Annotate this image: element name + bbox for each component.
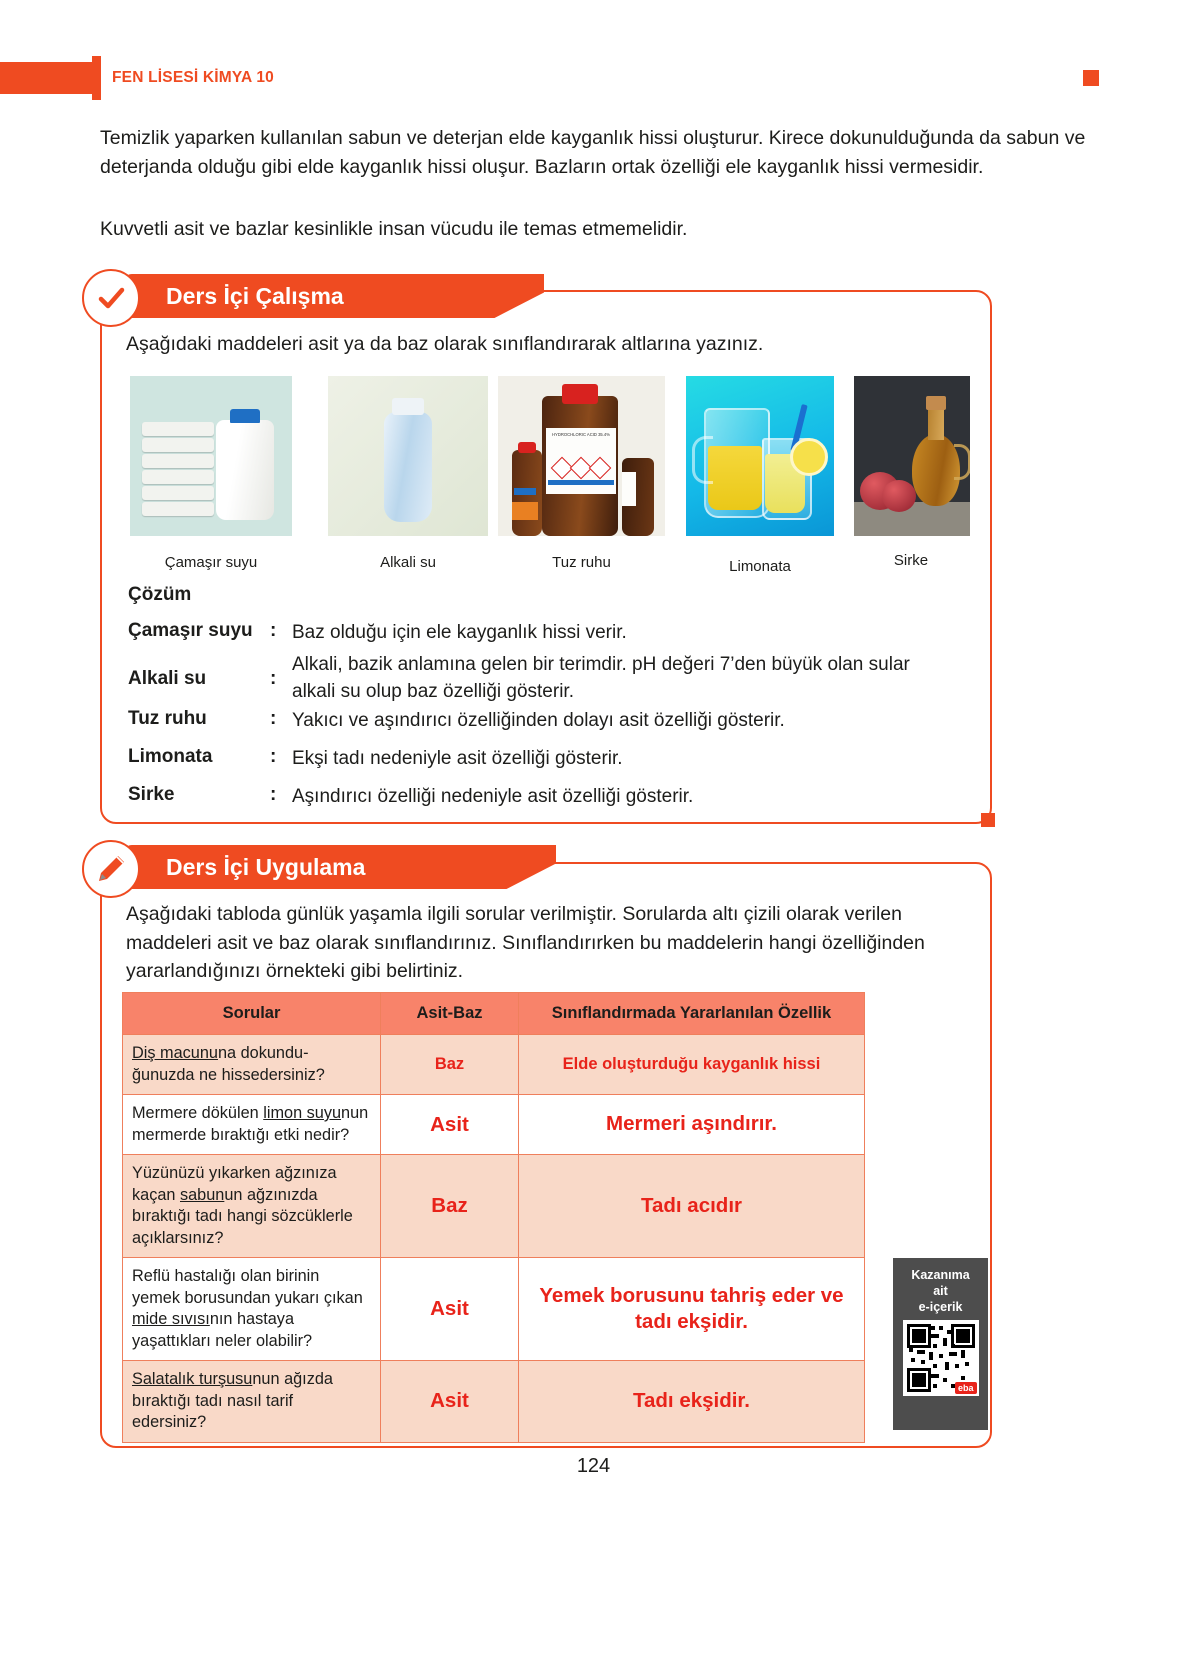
photo-caption: Çamaşır suyu <box>164 554 258 571</box>
table-row <box>123 1035 865 1095</box>
question-cell <box>123 1155 381 1258</box>
question-rest: nun ağızda bıraktığı tadı nasıl tarif edersiniz? <box>132 1370 333 1431</box>
question-cell <box>123 1035 381 1095</box>
column-header-ozellik: Sınıflandırmada Yararlanılan Özellik <box>519 993 865 1035</box>
table-row <box>123 1361 865 1443</box>
solution-row <box>128 652 958 706</box>
question-underlined-term: sabun <box>179 1185 225 1204</box>
answer-cell: Baz <box>381 1155 519 1258</box>
solution-text: Aşındırıcı özelliği nedeniyle asit özelliği gösterir. <box>292 786 694 807</box>
activity-banner-uygulama <box>124 845 446 889</box>
activity-title-calisma: Ders İçi Çalışma <box>166 282 344 309</box>
solution-colon: : <box>270 620 277 641</box>
activity-instruction-uygulama: Aşağıdaki tabloda günlük yaşamla ilgili sorular verilmiştir. Sorularda altı çizili olarak verilen maddeleri asit ve baz olarak sınıflandırınız. Sınıflandırırken bu maddelerin hangi özelliğinden yararlandığınızı örnekteki gibi belirtiniz. <box>126 903 925 983</box>
activity-instruction-calisma: Aşağıdaki maddeleri asit ya da baz olarak sınıflandırarak altlarına yazınız. <box>126 333 764 355</box>
question-cell <box>123 1095 381 1155</box>
solution-row <box>128 746 958 773</box>
question-rest: nın hastaya yaşattıkları neler olabilir? <box>132 1310 313 1350</box>
acid-bottle-label: HYDROCHLORIC ACID 35.4% <box>552 432 610 437</box>
property-cell: Elde oluşturduğu kayganlık hissi <box>519 1035 865 1095</box>
solution-term: Tuz ruhu <box>128 708 207 729</box>
solution-term: Limonata <box>128 746 213 767</box>
qr-caption-line3: e-içerik <box>918 1300 963 1314</box>
solution-colon: : <box>270 746 277 767</box>
property-cell: Tadı acıdır <box>519 1155 865 1258</box>
header-accent-bar <box>0 62 92 94</box>
intro-paragraph-1: Temizlik yaparken kullanılan sabun ve deterjan elde kayganlık hissi oluşturur. Kirece dokunulduğunda da sabun ve deterjanda olduğu gibi elde kayganlık hissi oluşur. Bazların ortak özelliği ele kayganlık hissi vermesidir. <box>100 127 1086 178</box>
answer-cell: Baz <box>381 1035 519 1095</box>
qr-caption-line1: Kazanıma <box>911 1268 970 1282</box>
column-header-asit-baz: Asit-Baz <box>381 993 519 1035</box>
question-underlined-term: Diş macunu <box>132 1044 218 1062</box>
solution-text: Ekşi tadı nedeniyle asit özelliği gösterir. <box>292 748 623 769</box>
qr-caption-line2: ait <box>933 1284 948 1298</box>
page-header-title: FEN LİSESİ KİMYA 10 <box>112 69 275 86</box>
solution-colon: : <box>270 708 277 729</box>
question-cell <box>123 1258 381 1361</box>
solution-text: Alkali, bazik anlamına gelen bir terimdir. pH değeri 7’den büyük olan sular alkali su olup baz özelliği gösterir. <box>292 654 910 702</box>
solution-row <box>128 784 958 811</box>
answer-cell: Asit <box>381 1361 519 1443</box>
question-prefix: Reflü hastalığı olan birinin yemek borusundan yukarı çıkan <box>132 1267 363 1307</box>
activity-banner-calisma <box>124 274 434 318</box>
solution-term: Çamaşır suyu <box>128 620 253 641</box>
water-bottle-photo <box>328 376 488 536</box>
photo-caption: Sirke <box>893 552 929 569</box>
answer-cell: Asit <box>381 1258 519 1361</box>
question-underlined-term: Salatalık turşusu <box>132 1370 253 1388</box>
lemonade-pitcher-photo <box>686 376 834 536</box>
solution-text: Baz olduğu için ele kayganlık hissi verir. <box>292 622 627 643</box>
property-cell: Tadı ekşidir. <box>519 1361 865 1443</box>
vinegar-carafe-photo <box>854 376 970 536</box>
qr-code-icon[interactable] <box>903 1320 979 1396</box>
solution-term: Alkali su <box>128 667 207 689</box>
table-row <box>123 1155 865 1258</box>
solution-term: Sirke <box>128 784 175 805</box>
photo-caption: Limonata <box>729 558 791 575</box>
hydrochloric-acid-bottle-photo <box>498 376 665 536</box>
table-header-row <box>123 993 865 1035</box>
photo-caption: Tuz ruhu <box>552 554 611 571</box>
acid-base-question-table <box>122 992 865 1443</box>
question-prefix: Mermere dökülen <box>132 1104 264 1122</box>
question-underlined-term: mide sıvısı <box>132 1310 210 1328</box>
question-rest: un ağzınızda bıraktığı tadı hangi sözcüklerle açıklarsınız? <box>132 1185 353 1247</box>
question-cell <box>123 1361 381 1443</box>
solution-row <box>128 708 958 735</box>
activity-box-calisma-nub <box>981 813 995 827</box>
question-rest: na dokundu- ğunuzda ne hissedersiniz? <box>132 1044 325 1084</box>
property-cell: Yemek borusunu tahriş eder ve tadı ekşidir. <box>519 1258 865 1361</box>
solution-colon: : <box>270 784 277 805</box>
question-rest: nun mermerde bıraktığı etki nedir? <box>132 1104 369 1144</box>
answer-cell: Asit <box>381 1095 519 1155</box>
eba-logo: eba <box>955 1382 977 1394</box>
photo-caption: Alkali su <box>380 554 436 571</box>
solution-row <box>128 620 958 647</box>
header-corner-square <box>1083 70 1099 86</box>
table-row <box>123 1095 865 1155</box>
question-prefix: Yüzünüzü yıkarken ağzınıza kaçan <box>132 1164 337 1204</box>
question-underlined-term: limon suyu <box>263 1104 342 1122</box>
header-accent-tick <box>92 56 101 100</box>
bleach-bottle-and-towels-photo <box>130 376 292 536</box>
solution-text: Yakıcı ve aşındırıcı özelliğinden dolayı asit özelliği gösterir. <box>292 710 785 731</box>
activity-title-uygulama: Ders İçi Uygulama <box>166 853 366 880</box>
e-content-qr-block[interactable] <box>893 1258 988 1430</box>
check-icon <box>82 269 140 327</box>
intro-paragraph-2: Kuvvetli asit ve bazlar kesinlikle insan vücudu ile temas etmemelidir. <box>100 218 688 240</box>
solution-heading: Çözüm <box>128 584 192 605</box>
solution-colon: : <box>270 667 277 689</box>
table-row <box>123 1258 865 1361</box>
property-cell: Mermeri aşındırır. <box>519 1095 865 1155</box>
page-number: 124 <box>576 1455 611 1477</box>
column-header-sorular: Sorular <box>123 993 381 1035</box>
pencil-icon <box>82 840 140 898</box>
example-photo-row <box>130 376 970 575</box>
